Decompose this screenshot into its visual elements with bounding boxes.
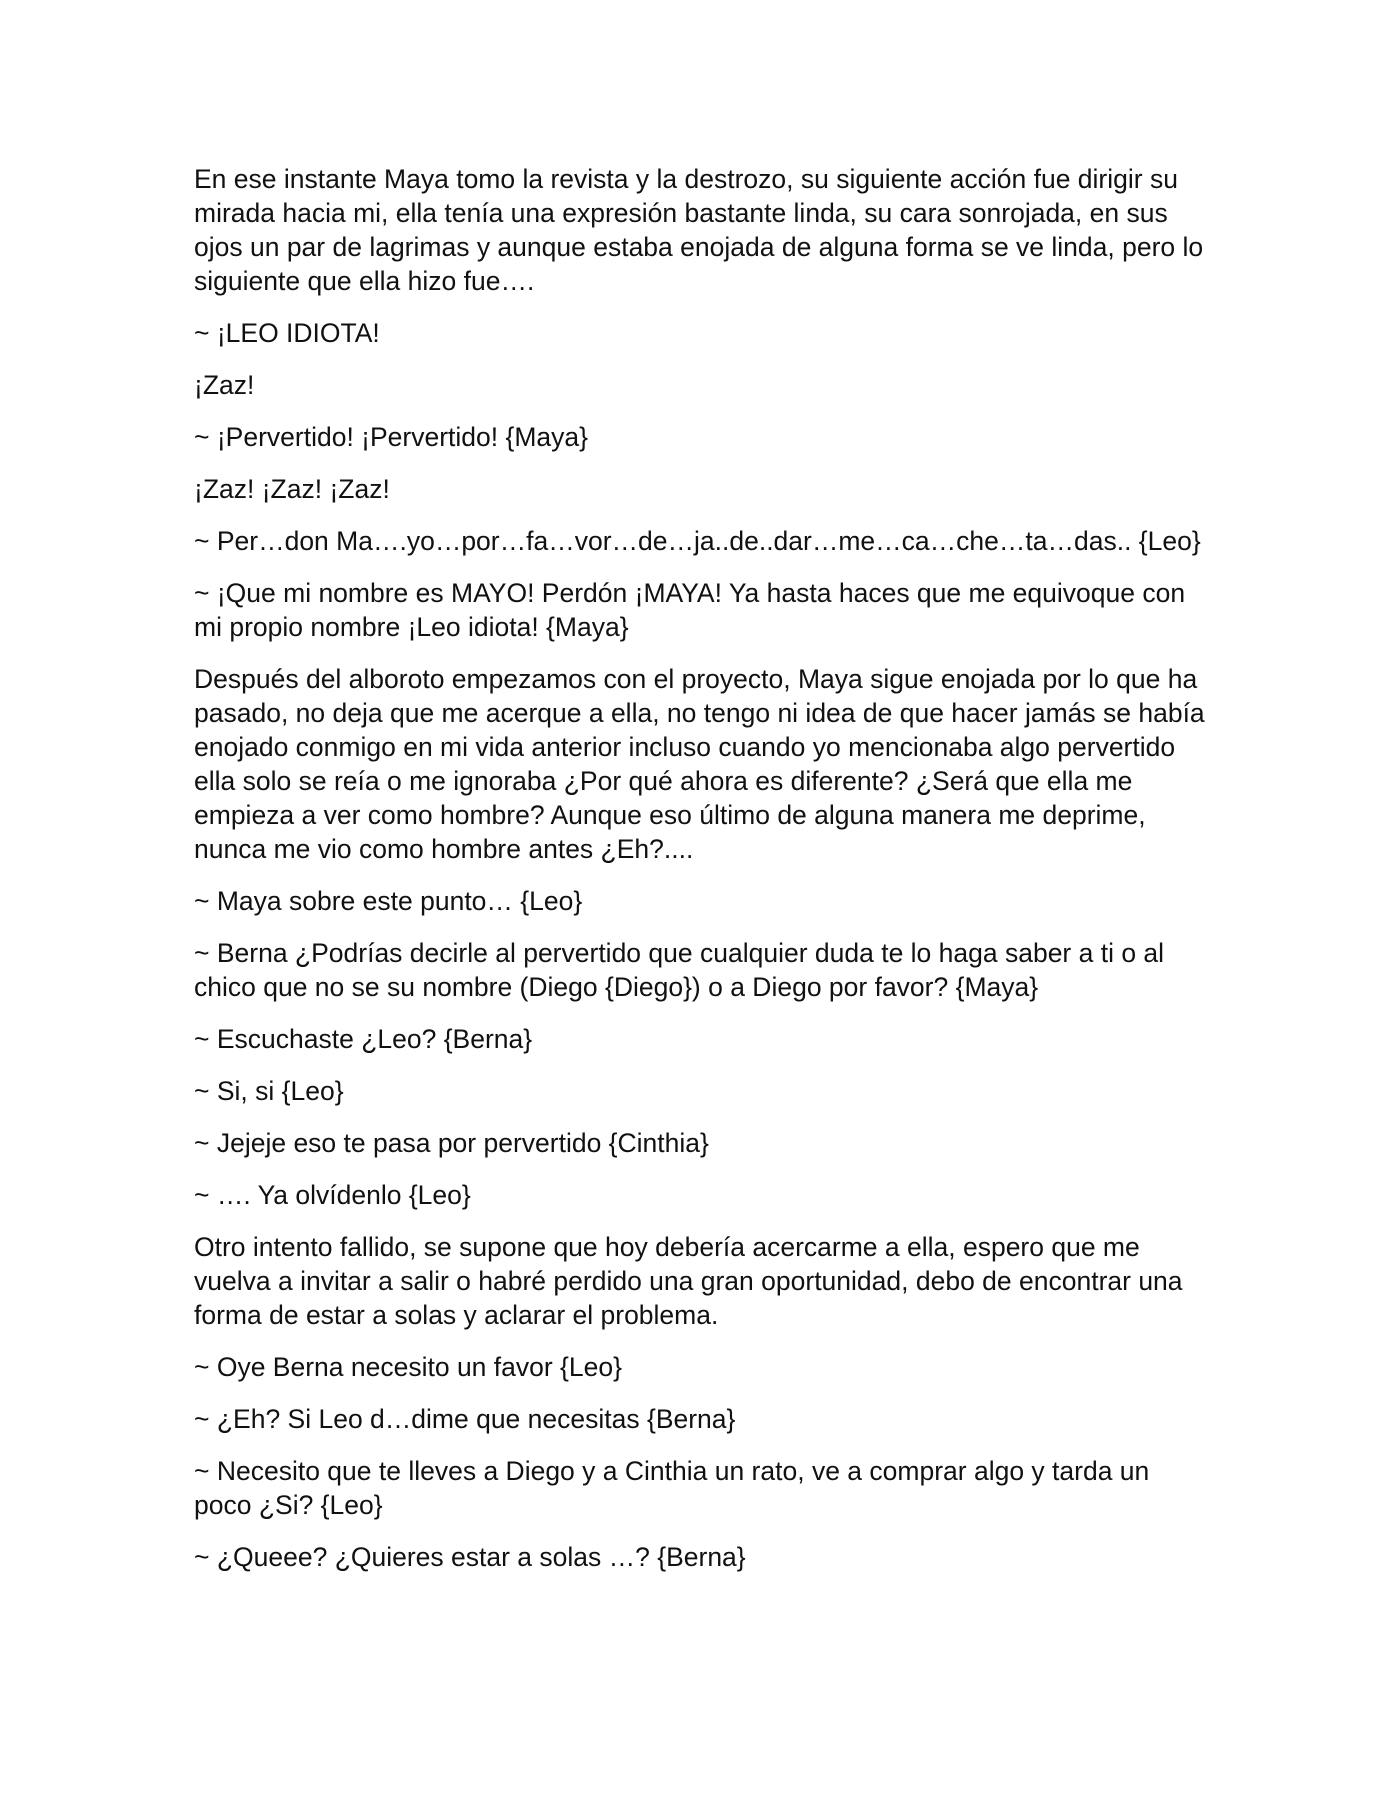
paragraph-dialogue: ~ ¡LEO IDIOTA! <box>194 318 380 348</box>
paragraph-dialogue: ~ Necesito que te lleves a Diego y a Cinthia un rato, ve a comprar algo y tarda un poco ¿Si? {Leo} <box>194 1456 1150 1520</box>
paragraph-narration: Después del alboroto empezamos con el proyecto, Maya sigue enojada por lo que ha pasado, no deja que me acerque a ella, no tengo ni idea de que hacer jamás se había enojado conmigo en mi vida anterior incluso cuando yo mencionaba algo pervertido ella solo se reía o me ignoraba ¿Por qué ahora es diferente? ¿Será que ella me empieza a ver como hombre? Aunque eso último de alguna manera me deprime, nunca me vio como hombre antes ¿Eh?.... <box>194 664 1205 864</box>
paragraph-dialogue: ~ Jejeje eso te pasa por pervertido {Cinthia} <box>194 1128 709 1158</box>
paragraph-dialogue: ~ …. Ya olvídenlo {Leo} <box>194 1180 471 1210</box>
paragraph-dialogue: ~ Oye Berna necesito un favor {Leo} <box>194 1352 622 1382</box>
paragraph-dialogue: ~ Escuchaste ¿Leo? {Berna} <box>194 1024 533 1054</box>
paragraph-dialogue: ~ ¡Que mi nombre es MAYO! Perdón ¡MAYA! Ya hasta haces que me equivoque con mi propio nombre ¡Leo idiota! {Maya} <box>194 578 1186 642</box>
paragraph-narration: Otro intento fallido, se supone que hoy debería acercarme a ella, espero que me vuelva a invitar a salir o habré perdido una gran oportunidad, debo de encontrar una forma de estar a solas y aclarar el problema. <box>194 1232 1183 1330</box>
paragraph-dialogue: ~ ¡Pervertido! ¡Pervertido! {Maya} <box>194 422 588 452</box>
paragraph-sound-effect: ¡Zaz! ¡Zaz! ¡Zaz! <box>194 474 390 504</box>
paragraph-dialogue: ~ ¿Queee? ¿Quieres estar a solas …? {Berna} <box>194 1542 746 1572</box>
paragraph-narration: En ese instante Maya tomo la revista y la destrozo, su siguiente acción fue dirigir su mirada hacia mi, ella tenía una expresión bastante linda, su cara sonrojada, en sus ojos un par de lagrimas y aunque estaba enojada de alguna forma se ve linda, pero lo siguiente que ella hizo fue…. <box>194 164 1204 296</box>
paragraph-dialogue: ~ Berna ¿Podrías decirle al pervertido que cualquier duda te lo haga saber a ti o al chico que no se su nombre (Diego {Diego}) o a Diego por favor? {Maya} <box>194 938 1165 1002</box>
paragraph-sound-effect: ¡Zaz! <box>194 370 255 400</box>
paragraph-dialogue: ~ Si, si {Leo} <box>194 1076 344 1106</box>
paragraph-dialogue: ~ Maya sobre este punto… {Leo} <box>194 886 583 916</box>
paragraph-dialogue: ~ ¿Eh? Si Leo d…dime que necesitas {Berna} <box>194 1404 736 1434</box>
document-body <box>194 162 1214 1592</box>
paragraph-dialogue: ~ Per…don Ma….yo…por…fa…vor…de…ja..de..dar…me…ca…che…ta…das.. {Leo} <box>194 526 1201 556</box>
